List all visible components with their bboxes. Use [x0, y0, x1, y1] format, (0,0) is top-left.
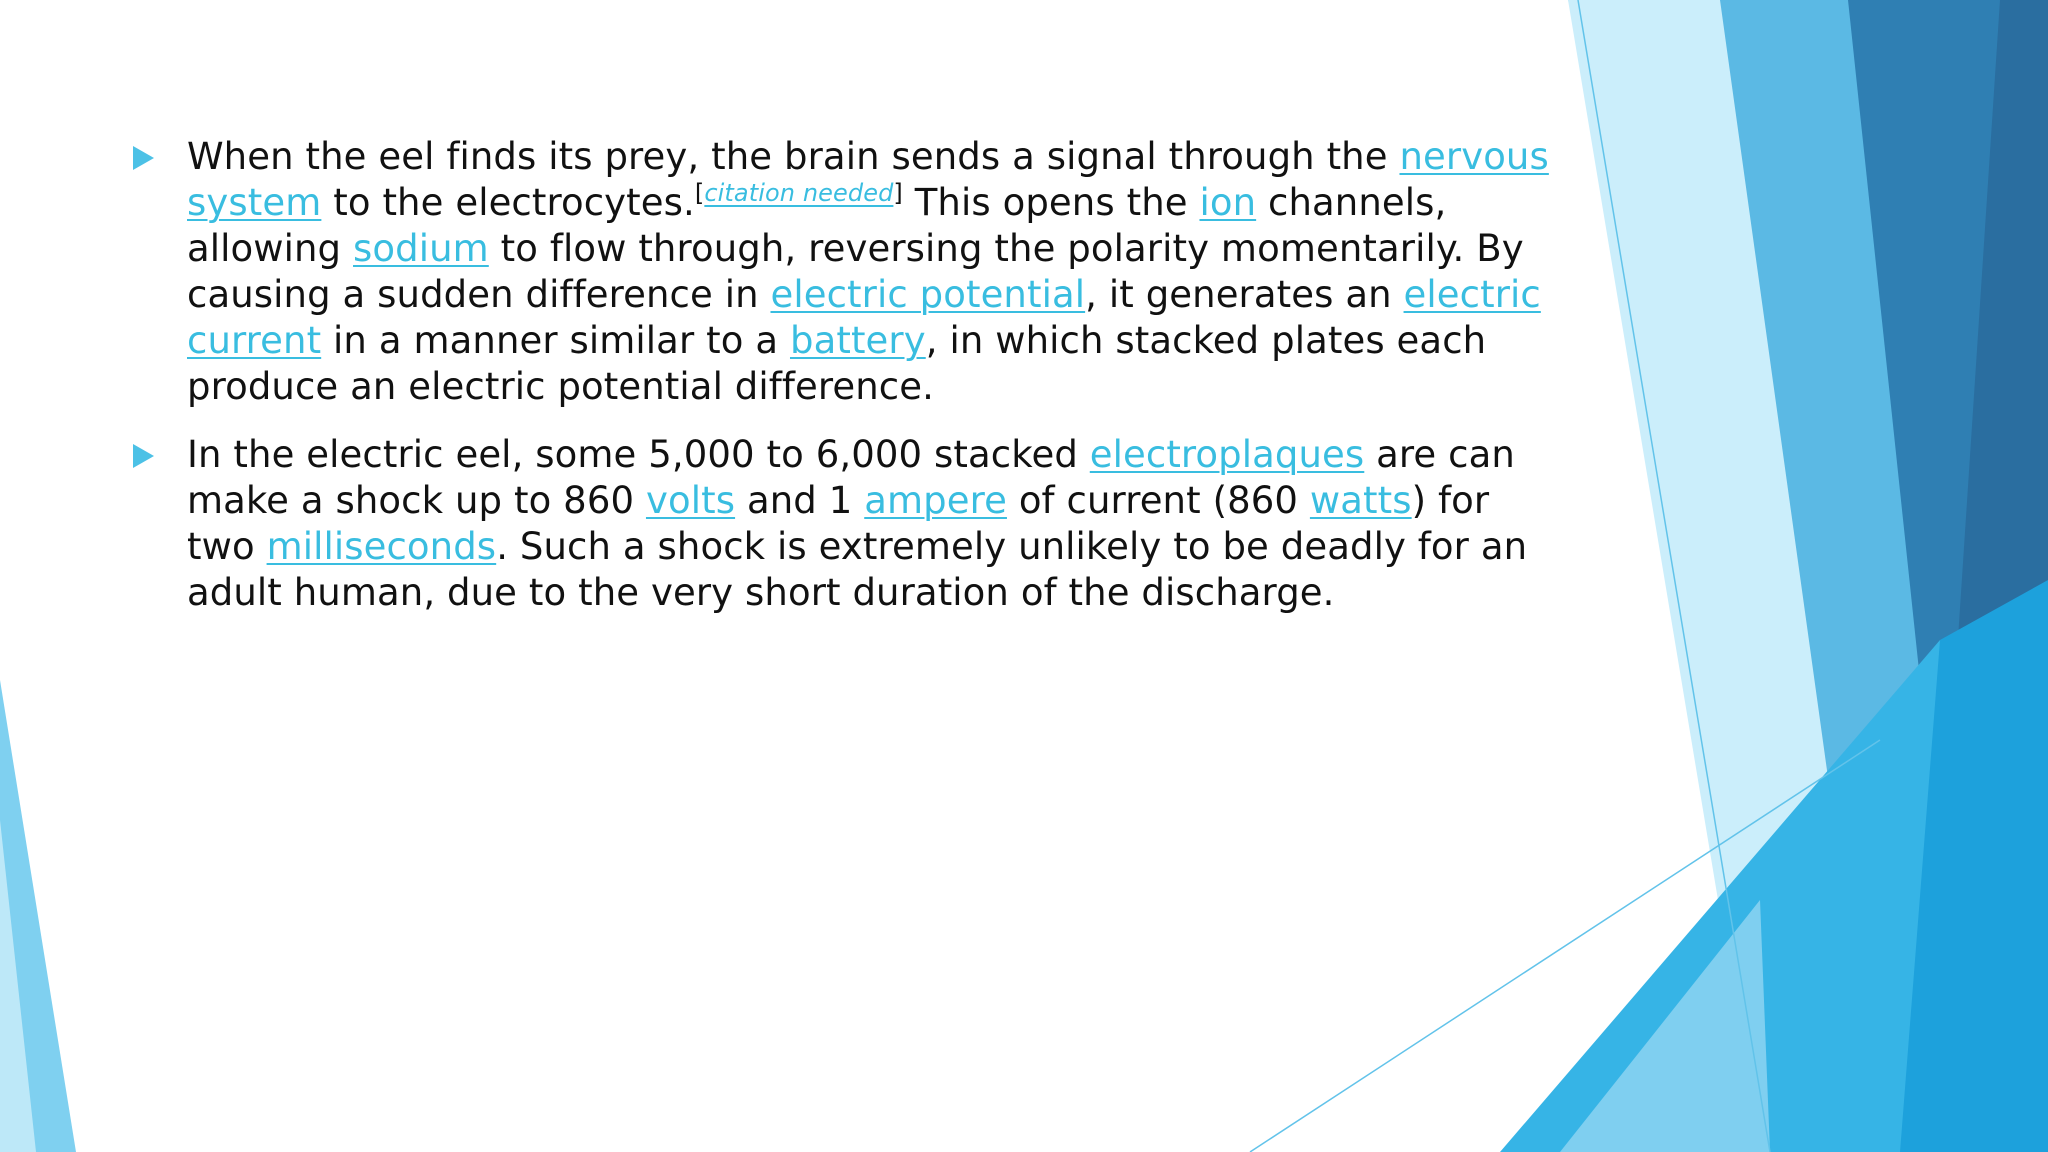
- link-electric-potential[interactable]: electric potential: [770, 273, 1086, 316]
- link-milliseconds[interactable]: milliseconds: [266, 525, 497, 568]
- facet-bottom-light: [1560, 900, 1770, 1152]
- citation-needed-note: [695, 179, 903, 207]
- text-segment: to flow through, reversing the polarity momentarily. By causing a sudden difference in: [187, 227, 1524, 316]
- text-segment: , in which stacked plates each produce an electric potential difference.: [187, 319, 1487, 408]
- text-segment: When the eel finds its prey, the brain sends a signal through the: [187, 135, 1400, 178]
- text-segment: ) for two: [187, 479, 1490, 568]
- text-segment: , it generates an: [1085, 273, 1404, 316]
- bullet-item-2: [130, 432, 1550, 616]
- link-volts[interactable]: volts: [645, 479, 736, 522]
- bullet-item-1: [130, 134, 1550, 410]
- bullet-paragraph-1: [187, 134, 1550, 410]
- link-nervous-system[interactable]: nervous system: [187, 135, 1549, 224]
- citation-bracket-close: ]: [893, 179, 903, 207]
- link-sodium[interactable]: sodium: [353, 227, 489, 270]
- text-segment: are can make a shock up to 860: [187, 433, 1515, 522]
- text-segment: in a manner similar to a: [321, 319, 790, 362]
- text-segment: channels, allowing: [187, 181, 1447, 270]
- text-segment: to the electrocytes.: [321, 181, 695, 224]
- link-watts[interactable]: watts: [1309, 479, 1412, 522]
- citation-bracket-open: [: [694, 179, 705, 207]
- link-ampere[interactable]: ampere: [864, 479, 1007, 522]
- text-segment: . Such a shock is extremely unlikely to be deadly for an adult human, due to the very short duration of the discharge.: [187, 525, 1528, 614]
- text-segment: This opens the: [902, 181, 1200, 224]
- triangle-right-icon: [133, 146, 154, 170]
- text-segment: of current (860: [1006, 479, 1310, 522]
- link-ion[interactable]: ion: [1199, 181, 1257, 224]
- text-segment: and 1: [735, 479, 865, 522]
- link-electroplaques[interactable]: electroplaques: [1089, 433, 1365, 476]
- slide-content: [130, 134, 1550, 638]
- link-electric-current[interactable]: electric current: [187, 273, 1541, 362]
- text-segment: In the electric eel, some 5,000 to 6,000 stacked: [187, 433, 1090, 476]
- link-battery[interactable]: battery: [789, 319, 926, 362]
- link-citation-needed[interactable]: citation needed: [704, 179, 894, 207]
- bullet-paragraph-2: [187, 432, 1550, 616]
- triangle-right-icon: [133, 444, 154, 468]
